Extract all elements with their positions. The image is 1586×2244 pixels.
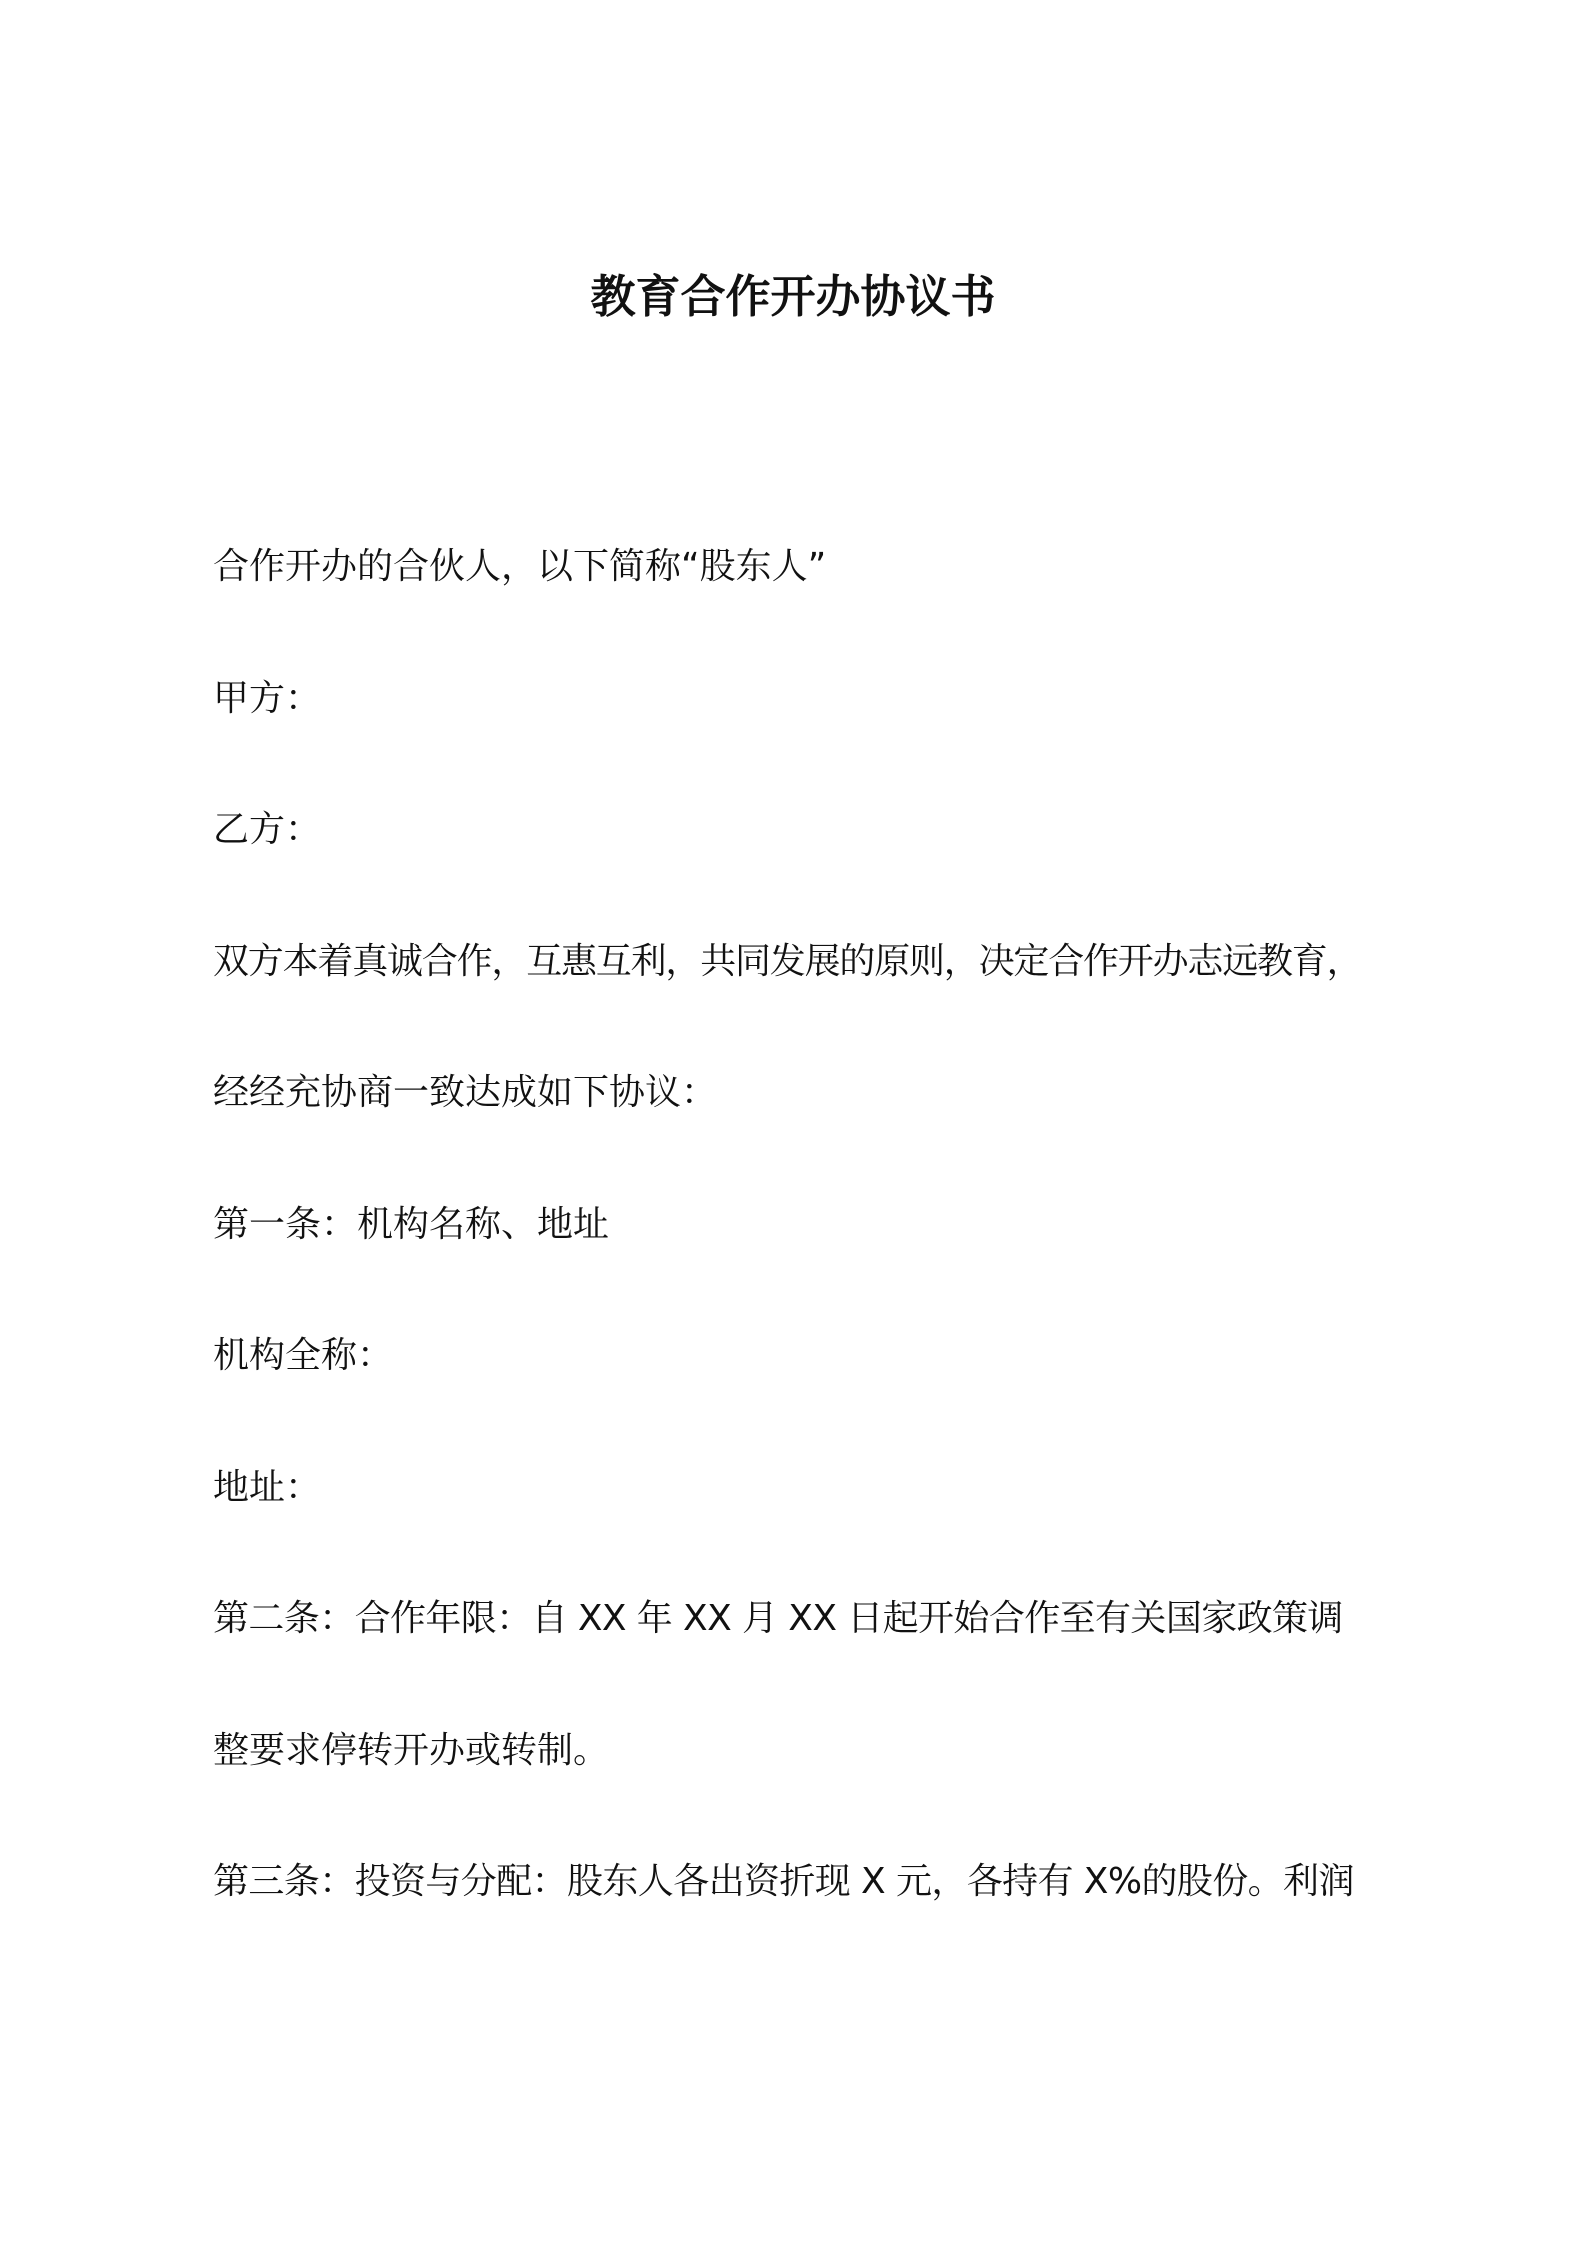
institution-name-line: 机构全称： <box>213 1335 394 1376</box>
article-2-line-1: 第二条：合作年限：自 XX 年 XX 月 XX 日起开始合作至有关国家政策调 <box>213 1598 1343 1639</box>
document-title: 教育合作开办协议书 <box>590 270 996 323</box>
party-b-line: 乙方： <box>213 809 322 850</box>
principle-line-2: 经经充协商一致达成如下协议： <box>213 1072 718 1113</box>
address-line: 地址： <box>213 1467 322 1508</box>
intro-line: 合作开办的合伙人，以下简称“股东人” <box>213 546 827 587</box>
principle-line-1: 双方本着真诚合作，互惠互利，共同发展的原则，决定合作开办志远教育， <box>213 941 1362 982</box>
article-2-line-2: 整要求停转开办或转制。 <box>213 1730 610 1771</box>
party-a-line: 甲方： <box>213 678 322 719</box>
article-3-line-1: 第三条：投资与分配：股东人各出资折现 X 元，各持有 X%的股份。利润 <box>213 1861 1354 1902</box>
article-1-heading: 第一条：机构名称、地址 <box>213 1204 610 1245</box>
